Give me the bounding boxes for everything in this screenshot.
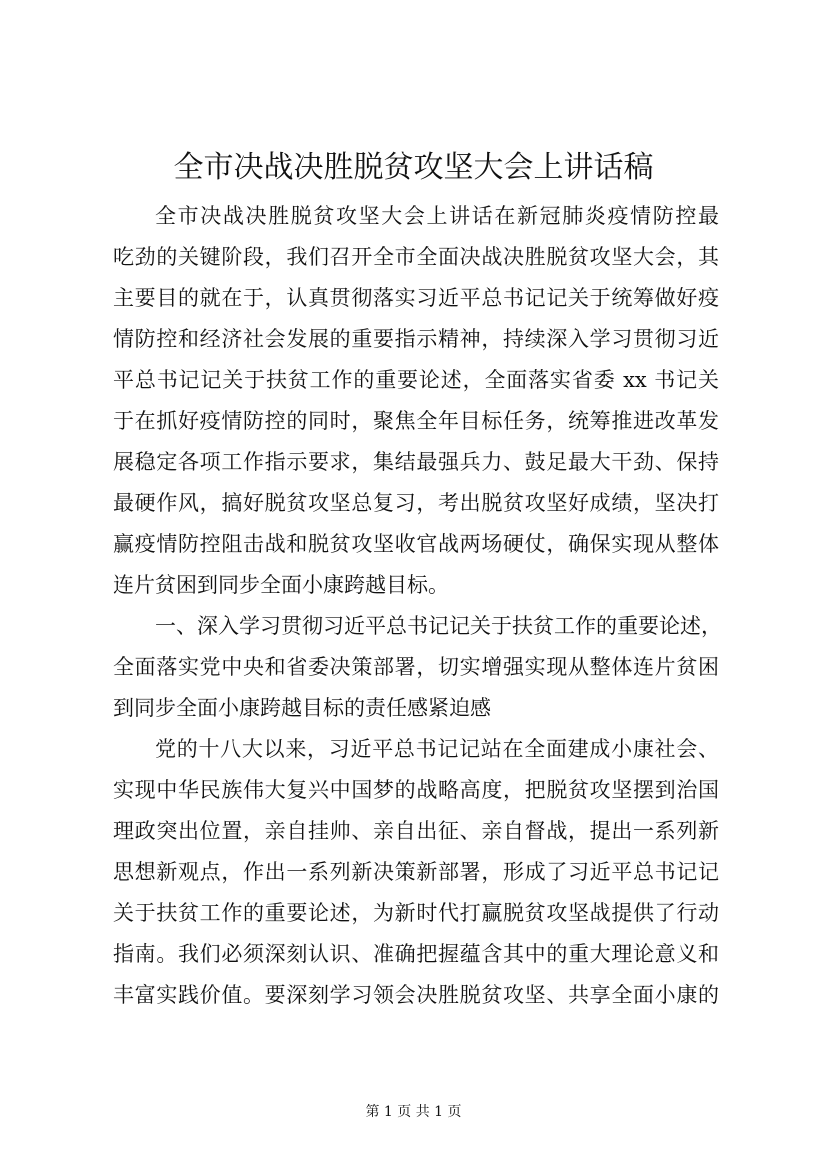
paragraph-line: 于在抓好疫情防控的同时，聚焦全年目标任务，统筹推进改革发 <box>113 409 719 433</box>
paragraph-line: 实现中华民族伟大复兴中国梦的战略高度，把脱贫攻坚摆到治国 <box>113 778 719 802</box>
paragraph-line: 丰富实践价值。要深刻学习领会决胜脱贫攻坚、共享全面小康的 <box>113 983 719 1007</box>
section-heading-line: 一、深入学习贯彻习近平总书记记关于扶贫工作的重要论述， <box>155 614 722 638</box>
paragraph-line: 展稳定各项工作指示要求，集结最强兵力、鼓足最大干劲、保持 <box>113 450 719 474</box>
paragraph-line: 情防控和经济社会发展的重要指示精神，持续深入学习贯彻习近 <box>113 327 719 351</box>
section-heading-line: 到同步全面小康跨越目标的责任感紧迫感 <box>113 696 491 720</box>
paragraph-line: 全市决战决胜脱贫攻坚大会上讲话在新冠肺炎疫情防控最 <box>155 204 719 228</box>
paragraph-line: 平总书记记关于扶贫工作的重要论述，全面落实省委 xx 书记关 <box>113 368 719 392</box>
paragraph-line: 指南。我们必须深刻认识、准确把握蕴含其中的重大理论意义和 <box>113 942 719 966</box>
document-title: 全市决战决胜脱贫攻坚大会上讲话稿 <box>173 150 654 185</box>
page-footer: 第 1 页 共 1 页 <box>365 1104 462 1120</box>
document-body <box>113 196 722 1016</box>
paragraph-line: 吃劲的关键阶段，我们召开全市全面决战决胜脱贫攻坚大会，其 <box>113 245 719 269</box>
paragraph-line: 主要目的就在于，认真贯彻落实习近平总书记记关于统筹做好疫 <box>113 286 719 310</box>
paragraph-line: 赢疫情防控阻击战和脱贫攻坚收官战两场硬仗，确保实现从整体 <box>113 532 719 556</box>
paragraph-line: 理政突出位置，亲自挂帅、亲自出征、亲自督战，提出一系列新 <box>113 819 719 843</box>
paragraph-line: 党的十八大以来，习近平总书记记站在全面建成小康社会、 <box>155 737 719 761</box>
paragraph-line: 思想新观点，作出一系列新决策新部署，形成了习近平总书记记 <box>113 860 719 884</box>
paragraph-line: 关于扶贫工作的重要论述，为新时代打赢脱贫攻坚战提供了行动 <box>113 901 719 925</box>
section-heading-line: 全面落实党中央和省委决策部署，切实增强实现从整体连片贫困 <box>113 655 719 679</box>
paragraph-line: 连片贫困到同步全面小康跨越目标。 <box>113 573 449 597</box>
paragraph-line: 最硬作风，搞好脱贫攻坚总复习，考出脱贫攻坚好成绩，坚决打 <box>113 491 719 515</box>
